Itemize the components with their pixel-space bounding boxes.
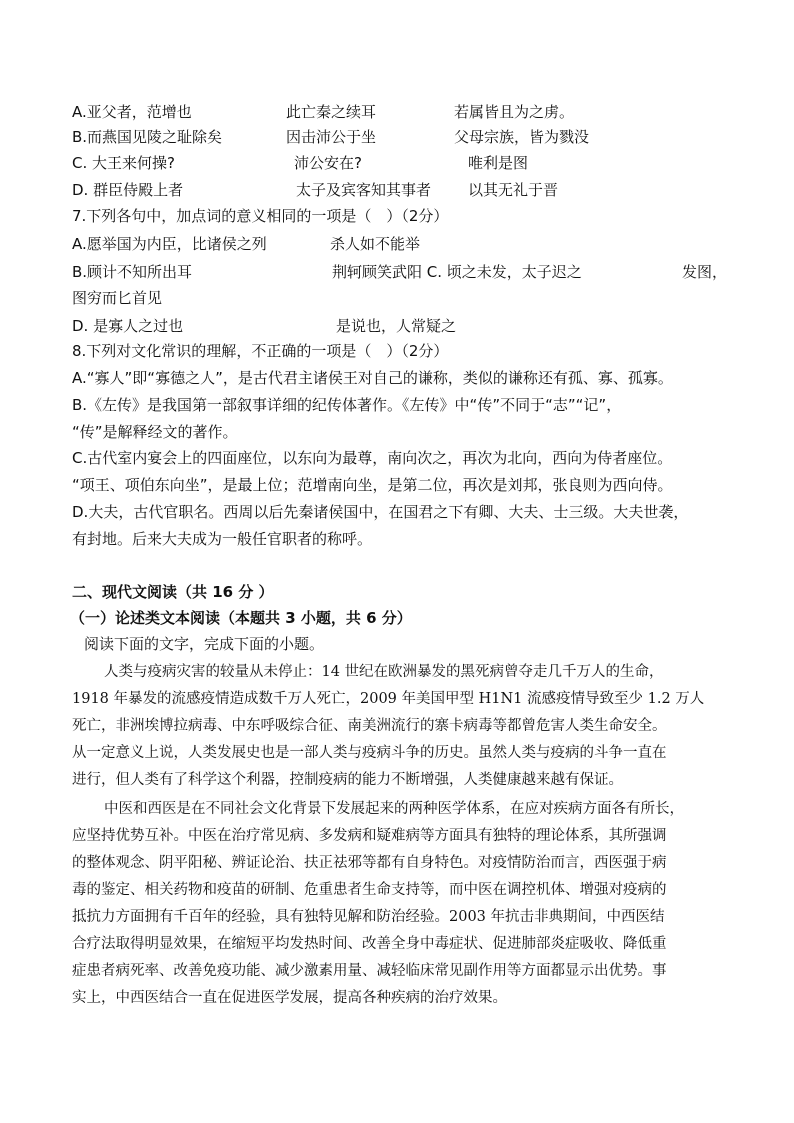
- q8-stem: 8.下列对文化常识的理解，不正确的一项是（ ）（2分）: [72, 342, 449, 360]
- q6-d-part1: D. 群臣侍殿上者: [72, 181, 184, 199]
- passage-p2-line: 合疗法取得明显效果，在缩短平均发热时间、改善全身中毒症状、促进肺部炎症吸收、降低重: [72, 936, 667, 952]
- passage-p2-line: 应坚持优势互补。中医在治疗常见病、多发病和疑难病等方面具有独特的理论体系，其所强调: [72, 828, 667, 844]
- passage-p2-line: 中医和西医是在不同社会文化背景下发展起来的两种医学体系，在应对疾病方面各有所长，: [104, 801, 684, 817]
- q6-d-part2: 太子及宾客知其事者: [296, 181, 432, 199]
- passage-p1-line: 进行，但人类有了科学这个利器，控制疫病的能力不断增强，人类健康越来越有保证。: [72, 772, 623, 788]
- q7-a-part1: A.愿举国为内臣，比诸侯之列: [72, 235, 267, 253]
- q6-b-part1: B.而燕国见陵之耻除矣: [72, 128, 223, 146]
- q7-option-b-continued: 图穷而匕首见: [72, 289, 163, 307]
- q6-a-part2: 此亡秦之续耳: [286, 103, 377, 121]
- passage-p2-line: 的整体观念、阴平阳秘、辨证论治、扶正祛邪等都有自身特色。对疫情防治而言，西医强于病: [72, 855, 667, 871]
- q8-option-b-line2: “传”是解释经文的著作。: [72, 423, 238, 441]
- q7-d-part1: D. 是寡人之过也: [72, 317, 184, 335]
- q6-a-part3: 若属皆且为之虏。: [454, 103, 575, 121]
- section-heading: 二、现代文阅读（共 16 分 ）: [72, 583, 274, 601]
- passage-p2-line: 毒的鉴定、相关药物和疫苗的研制、危重患者生命支持等，而中医在调控机体、增强对疫病的: [72, 882, 667, 898]
- q7-d-part2: 是说也，人常疑之: [336, 317, 457, 335]
- passage-p1-line: 从一定意义上说，人类发展史也是一部人类与疫病斗争的历史。虽然人类与疫病的斗争一直在: [72, 745, 667, 761]
- q7-b-part1: B.顾计不知所出耳: [72, 263, 193, 281]
- q6-a-part1: A.亚父者，范增也: [72, 103, 192, 121]
- passage-p2-line: 抵抗力方面拥有千百年的经验，具有独特见解和防治经验。2003 年抗击非典期间，中西医结: [72, 909, 665, 925]
- q7-b-part2: 荆轲顾笑武阳 C. 顷之未发，太子迟之: [332, 263, 582, 281]
- q6-b-part3: 父母宗族，皆为戮没: [454, 128, 590, 146]
- q8-option-d-line1: D.大夫，古代官职名。西周以后先秦诸侯国中，在国君之下有卿、大夫、士三级。大夫世袭，: [72, 503, 689, 521]
- q8-option-d-line2: 有封地。后来大夫成为一般任官职者的称呼。: [72, 530, 373, 548]
- passage-p1-line: 人类与疫病灾害的较量从未停止：14 世纪在欧洲暴发的黑死病曾夺走几千万人的生命，: [104, 664, 664, 680]
- q7-a-part2: 杀人如不能举: [330, 235, 421, 253]
- q6-c-part3: 唯利是图: [468, 154, 529, 172]
- q8-option-a: A.“寡人”即“寡德之人”，是古代君主诸侯王对自己的谦称，类似的谦称还有孤、寡、孤寡。: [72, 369, 673, 387]
- passage-p2-line: 症患者病死率、改善免疫功能、减少激素用量、减轻临床常见副作用等方面都显示出优势。事: [72, 963, 667, 979]
- q6-d-part3: 以其无礼于晋: [468, 181, 559, 199]
- q6-c-part2: 沛公安在?: [294, 154, 362, 172]
- q6-c-part1: C. 大王来何操?: [72, 154, 175, 172]
- q7-stem: 7.下列各句中，加点词的意义相同的一项是（ ）（2分）: [72, 207, 449, 225]
- q8-option-b-line1: B.《左传》是我国第一部叙事详细的纪传体著作。《左传》中“传”不同于“志”“记”，: [72, 396, 622, 414]
- q8-option-c-line1: C.古代室内宴会上的四面座位，以东向为最尊，南向次之，再次为北向，西向为侍者座位。: [72, 449, 673, 467]
- q8-option-c-line2: “项王、项伯东向坐”，是最上位；范增南向坐，是第二位，再次是刘邦，张良则为西向侍。: [72, 476, 673, 494]
- q6-b-part2: 因击沛公于坐: [286, 128, 377, 146]
- passage-p1-line: 1918 年暴发的流感疫情造成数千万人死亡，2009 年美国甲型 H1N1 流感疫情导致至少 1.2 万人: [72, 691, 705, 707]
- passage-p2-line: 实上，中西医结合一直在促进医学发展，提高各种疾病的治疗效果。: [72, 990, 507, 1006]
- subsection-heading: （一）论述类文本阅读（本题共 3 小题，共 6 分）: [70, 609, 412, 627]
- reading-instruction: 阅读下面的文字，完成下面的小题。: [84, 635, 325, 653]
- q7-b-part3: 发图，: [682, 263, 728, 281]
- passage-p1-line: 死亡，非洲埃博拉病毒、中东呼吸综合征、南美洲流行的寨卡病毒等都曾危害人类生命安全。: [72, 718, 667, 734]
